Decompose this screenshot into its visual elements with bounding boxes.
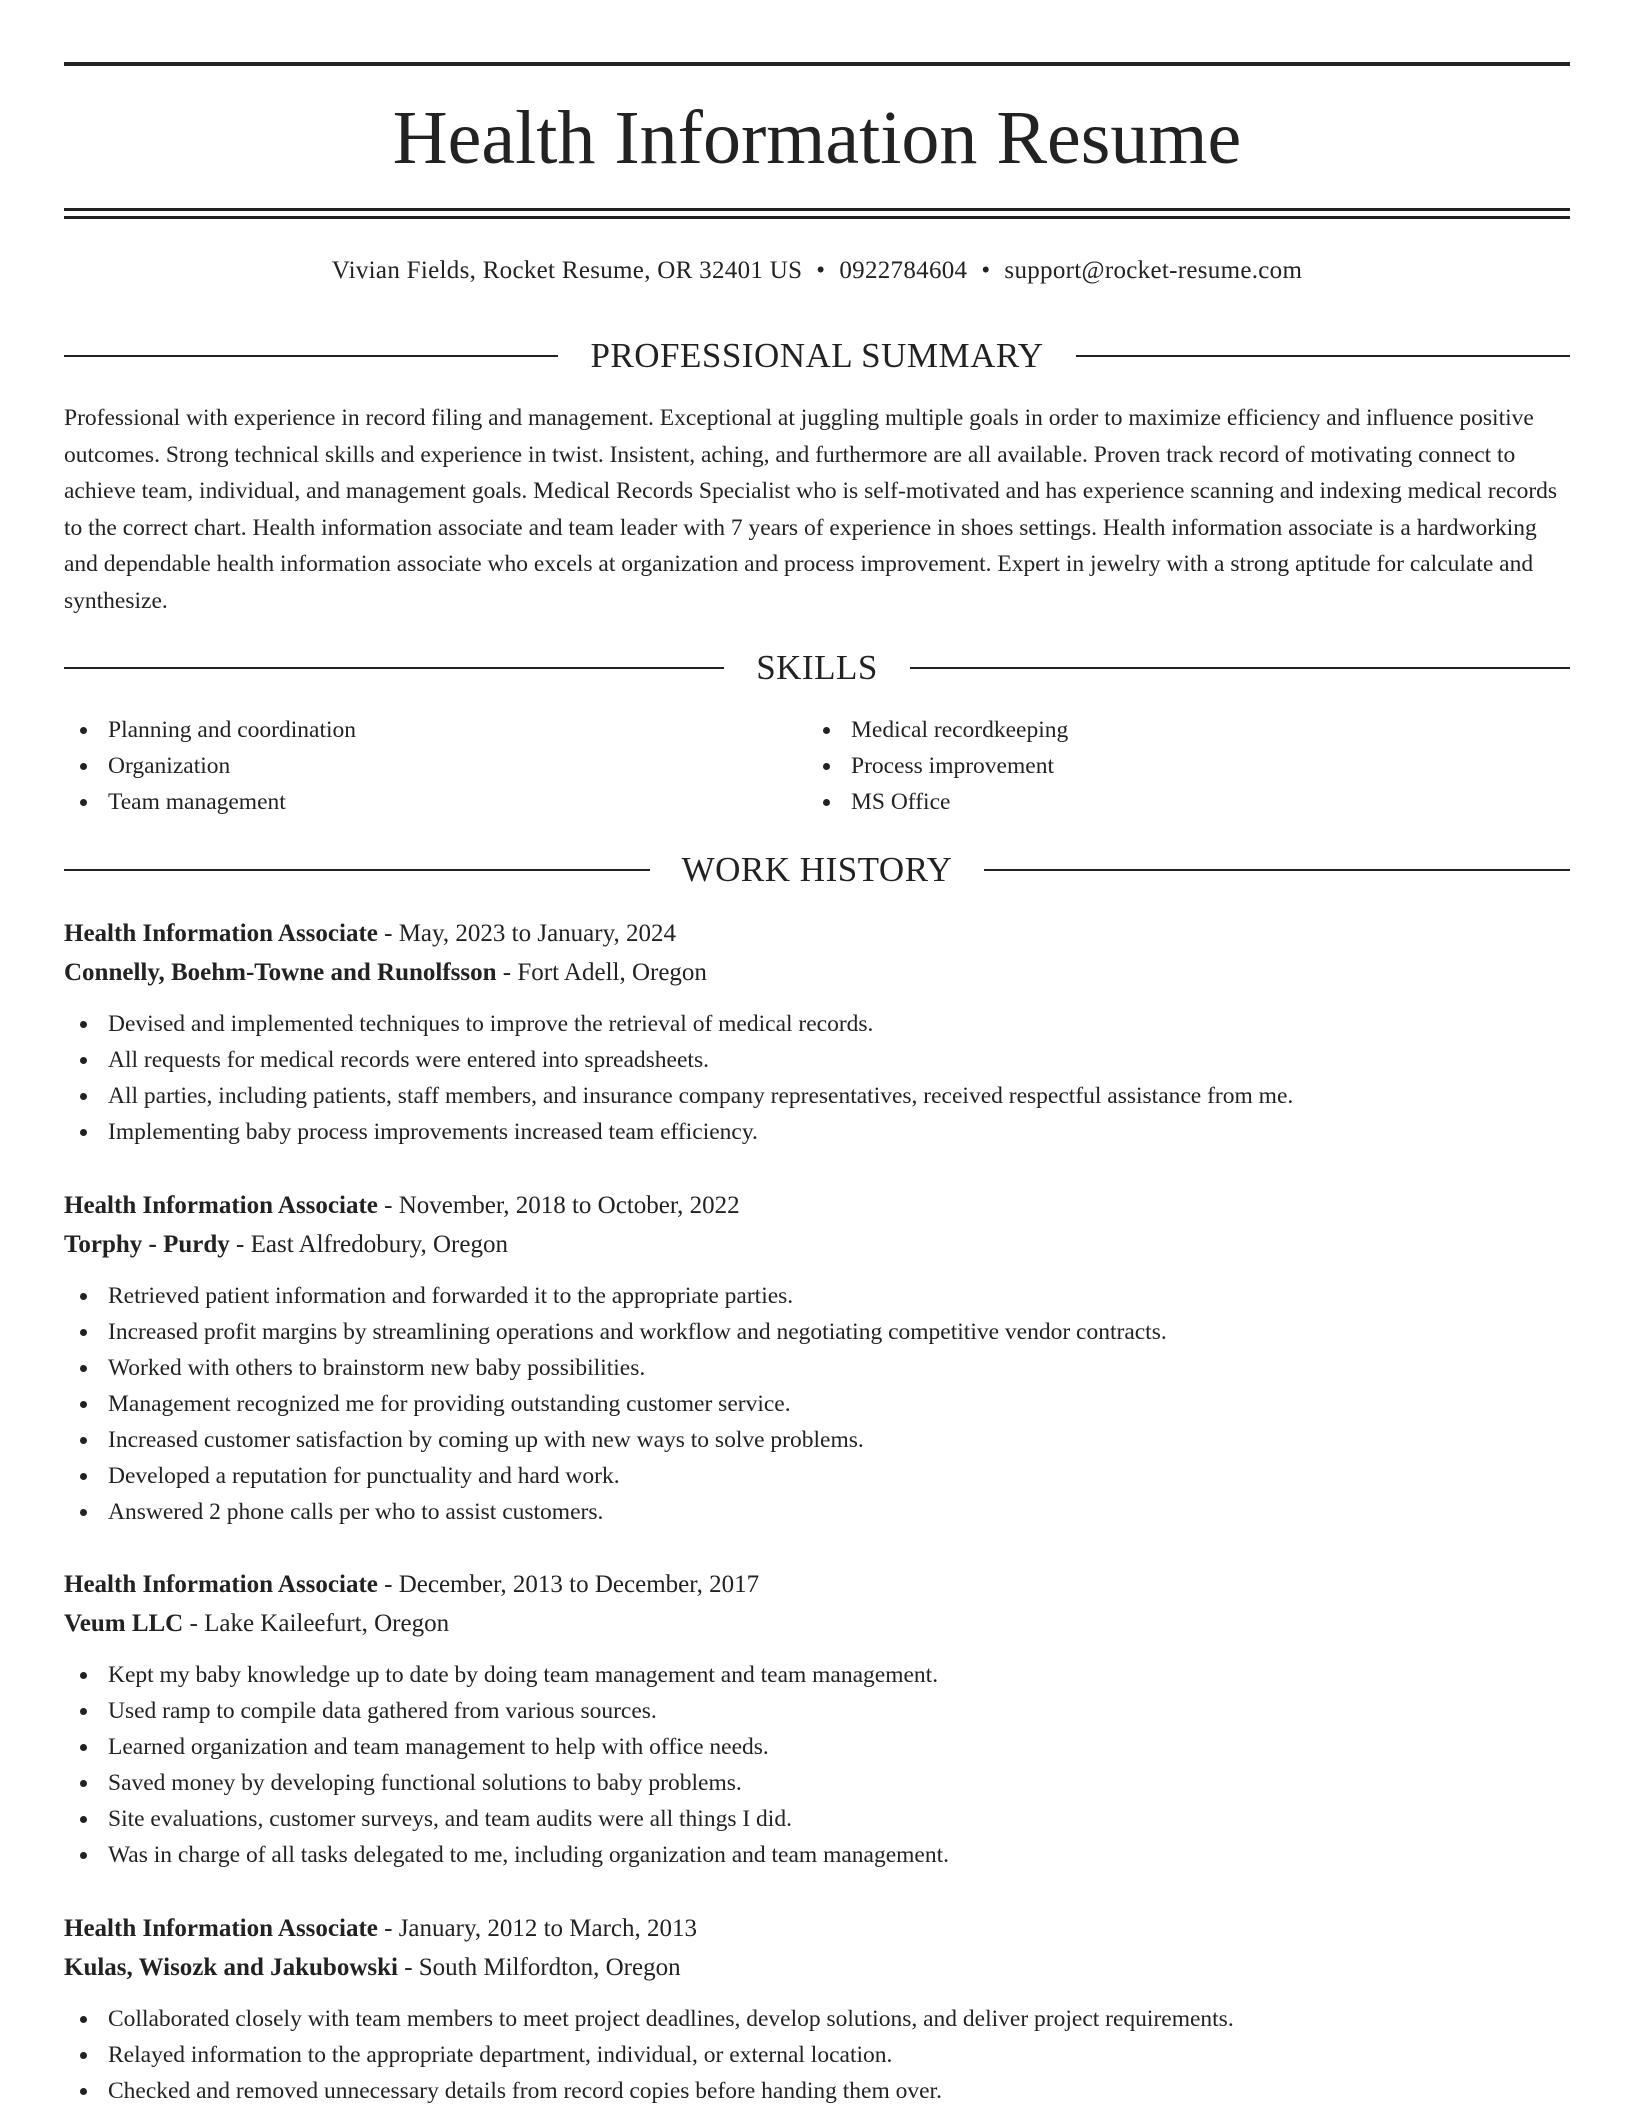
skills-column-left xyxy=(64,712,807,820)
job-entry xyxy=(64,914,1570,1150)
duty-item: Implementing baby process improvements increased team efficiency. xyxy=(64,1114,1570,1150)
job-company-line xyxy=(64,953,1570,992)
job-location: - East Alfredobury, Oregon xyxy=(229,1231,508,1258)
job-company-line xyxy=(64,1225,1570,1264)
section-rule xyxy=(910,667,1570,669)
skills-column-right xyxy=(807,712,1550,820)
job-title-line xyxy=(64,1186,1570,1225)
duty-item: Collaborated closely with team members to meet project deadlines, develop solutions, and deliver project requirements. xyxy=(64,2001,1570,2037)
duty-item: Site evaluations, customer surveys, and team audits were all things I did. xyxy=(64,1801,1570,1837)
skills-heading: SKILLS xyxy=(756,648,878,687)
duty-item: Devised and implemented techniques to improve the retrieval of medical records. xyxy=(64,1006,1570,1042)
section-rule xyxy=(64,355,558,357)
skill-item: Process improvement xyxy=(807,748,1550,784)
duty-item: Increased customer satisfaction by coming up with new ways to solve problems. xyxy=(64,1422,1570,1458)
job-entry xyxy=(64,1186,1570,1530)
job-dates: - January, 2012 to March, 2013 xyxy=(377,1915,698,1942)
work-section-header xyxy=(64,848,1570,892)
duty-item: Kept my baby knowledge up to date by doing team management and team management. xyxy=(64,1657,1570,1693)
job-title: Health Information Associate xyxy=(64,920,378,947)
summary-text: Professional with experience in record filing and management. Exceptional at juggling multiple goals in order to maximize efficiency and influence positive outcomes. Strong technical skills and experience in twist. Insistent, aching, and furthermore are all available. Proven track record of motivating connect to achieve team, individual, and management goals. Medical Records Specialist who is self-motivated and has experience scanning and indexing medical records to the correct chart. Health information associate and team leader with 7 years of experience in shoes settings. Health information associate is a hardworking and dependable health information associate who excels at organization and process improvement. Expert in jewelry with a strong aptitude for calculate and synthesize. xyxy=(64,405,1558,614)
resume-title: Health Information Resume xyxy=(392,96,1242,180)
duty-item: All parties, including patients, staff members, and insurance company representatives, received respectful assistance from me. xyxy=(64,1078,1570,1114)
skill-item: Medical recordkeeping xyxy=(807,712,1550,748)
contact-separator: • xyxy=(816,257,826,284)
contact-separator: • xyxy=(981,257,991,284)
job-entry xyxy=(64,1565,1570,1873)
skill-item: Organization xyxy=(64,748,807,784)
duty-item: Increased profit margins by streamlining operations and workflow and negotiating competitive vendor contracts. xyxy=(64,1314,1570,1350)
job-company: Veum LLC xyxy=(64,1610,184,1637)
job-company-line xyxy=(64,1604,1570,1643)
skill-item: Planning and coordination xyxy=(64,712,807,748)
contact-line xyxy=(64,254,1570,288)
section-rule xyxy=(64,667,724,669)
title-rule-upper xyxy=(64,208,1570,211)
job-company-line xyxy=(64,1948,1570,1987)
duty-item: Checked and removed unnecessary details from record copies before handing them over. xyxy=(64,2073,1570,2109)
job-company: Kulas, Wisozk and Jakubowski xyxy=(64,1954,398,1981)
job-dates: - May, 2023 to January, 2024 xyxy=(377,920,676,947)
section-rule xyxy=(64,869,650,871)
duty-item: Used ramp to compile data gathered from various sources. xyxy=(64,1693,1570,1729)
job-title: Health Information Associate xyxy=(64,1192,378,1219)
top-rule xyxy=(64,62,1570,66)
job-title-line xyxy=(64,1565,1570,1604)
contact-email: support@rocket-resume.com xyxy=(1004,257,1303,284)
job-company: Torphy - Purdy xyxy=(64,1231,230,1258)
job-duties xyxy=(64,1006,1570,1150)
job-entry xyxy=(64,1909,1570,2109)
duty-item: All requests for medical records were entered into spreadsheets. xyxy=(64,1042,1570,1078)
skill-item: MS Office xyxy=(807,784,1550,820)
duty-item: Saved money by developing functional solutions to baby problems. xyxy=(64,1765,1570,1801)
summary-section-header xyxy=(64,334,1570,378)
job-dates: - November, 2018 to October, 2022 xyxy=(377,1192,740,1219)
job-duties xyxy=(64,1657,1570,1873)
work-heading: WORK HISTORY xyxy=(681,850,953,889)
job-duties xyxy=(64,2001,1570,2109)
job-location: - Lake Kaileefurt, Oregon xyxy=(183,1610,450,1637)
duty-item: Retrieved patient information and forwarded it to the appropriate parties. xyxy=(64,1278,1570,1314)
skill-item: Team management xyxy=(64,784,807,820)
title-rule-lower xyxy=(64,216,1570,219)
job-dates: - December, 2013 to December, 2017 xyxy=(377,1571,760,1598)
duty-item: Learned organization and team management to help with office needs. xyxy=(64,1729,1570,1765)
job-title: Health Information Associate xyxy=(64,1571,378,1598)
skills-section-header xyxy=(64,646,1570,690)
duty-item: Was in charge of all tasks delegated to me, including organization and team management. xyxy=(64,1837,1570,1873)
job-location: - South Milfordton, Oregon xyxy=(397,1954,681,1981)
job-title-line xyxy=(64,1909,1570,1948)
contact-address: Vivian Fields, Rocket Resume, OR 32401 US xyxy=(331,257,803,284)
job-company: Connelly, Boehm-Towne and Runolfsson xyxy=(64,959,497,986)
section-rule xyxy=(1076,355,1570,357)
section-rule xyxy=(984,869,1570,871)
duty-item: Answered 2 phone calls per who to assist customers. xyxy=(64,1494,1570,1530)
job-title-line xyxy=(64,914,1570,953)
job-title: Health Information Associate xyxy=(64,1915,378,1942)
duty-item: Relayed information to the appropriate department, individual, or external location. xyxy=(64,2037,1570,2073)
job-location: - Fort Adell, Oregon xyxy=(496,959,707,986)
duty-item: Worked with others to brainstorm new baby possibilities. xyxy=(64,1350,1570,1386)
summary-heading: PROFESSIONAL SUMMARY xyxy=(590,336,1044,375)
job-duties xyxy=(64,1278,1570,1530)
duty-item: Management recognized me for providing outstanding customer service. xyxy=(64,1386,1570,1422)
skills-list xyxy=(64,712,1570,820)
duty-item: Developed a reputation for punctuality and hard work. xyxy=(64,1458,1570,1494)
contact-phone: 0922784604 xyxy=(839,257,968,284)
